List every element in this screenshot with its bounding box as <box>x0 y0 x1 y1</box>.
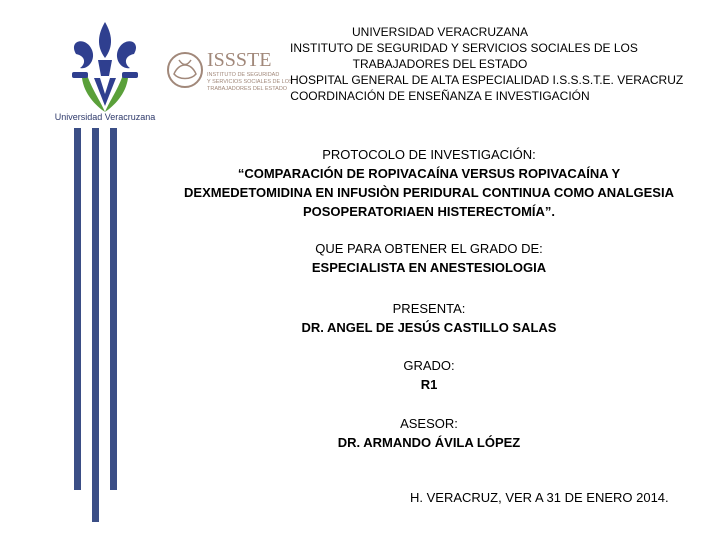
protocol-title-line-1: “COMPARACIÓN DE ROPIVACAÍNA VERSUS ROPIVACAÍNA Y <box>237 166 621 181</box>
degree-label: QUE PARA OBTENER EL GRADO DE: <box>315 241 543 256</box>
protocol-label: PROTOCOLO DE INVESTIGACIÓN: <box>322 147 536 162</box>
advisor-section <box>229 414 629 452</box>
place-date: H. VERACRUZ, VER A 31 DE ENERO 2014. <box>410 490 669 505</box>
header-coordination: COORDINACIÓN DE ENSEÑANZA E INVESTIGACIÓN <box>290 89 590 103</box>
presenter-name: DR. ANGEL DE JESÚS CASTILLO SALAS <box>301 320 557 335</box>
issste-subtitle-line-1: INSTITUTO DE SEGURIDAD <box>207 72 280 78</box>
grade-value: R1 <box>420 377 438 392</box>
header-institute: INSTITUTO DE SEGURIDAD Y SERVICIOS SOCIALES DE LOS <box>290 41 638 55</box>
protocol-title-line-3: POSOPERATORIAEN HISTERECTOMÍA”. <box>302 204 556 219</box>
presenter-label: PRESENTA: <box>392 301 466 316</box>
issste-subtitle-line-3: TRABAJADORES DEL ESTADO <box>207 86 288 92</box>
decorative-bar-left <box>74 128 81 490</box>
header-workers: TRABAJADORES DEL ESTADO <box>352 57 528 71</box>
protocol-title-line-2: DEXMEDETOMIDINA EN INFUSIÒN PERIDURAL CONTINUA COMO ANALGESIA <box>184 185 674 200</box>
decorative-bar-middle <box>92 128 99 522</box>
header-hospital: HOSPITAL GENERAL DE ALTA ESPECIALIDAD I.S.S.S.T.E. VERACRUZ <box>290 73 684 87</box>
issste-subtitle-line-2: Y SERVICIOS SOCIALES DE LOS <box>207 79 293 85</box>
advisor-label: ASESOR: <box>400 416 458 431</box>
decorative-bar-right <box>110 128 117 490</box>
presenter-section <box>229 299 629 337</box>
advisor-name: DR. ARMANDO ÁVILA LÓPEZ <box>337 435 521 450</box>
universidad-veracruzana-logo <box>46 20 164 120</box>
issste-wordmark: ISSSTE <box>207 49 272 71</box>
issste-logo <box>165 44 295 96</box>
institution-header <box>290 24 684 104</box>
degree-section <box>229 239 629 277</box>
degree-value: ESPECIALISTA EN ANESTESIOLOGIA <box>311 260 547 275</box>
grade-label: GRADO: <box>403 358 455 373</box>
protocol-section <box>172 145 686 221</box>
universidad-veracruzana-caption: Universidad Veracruzana <box>54 112 156 122</box>
grade-section <box>229 356 629 394</box>
header-university: UNIVERSIDAD VERACRUZANA <box>351 25 529 39</box>
